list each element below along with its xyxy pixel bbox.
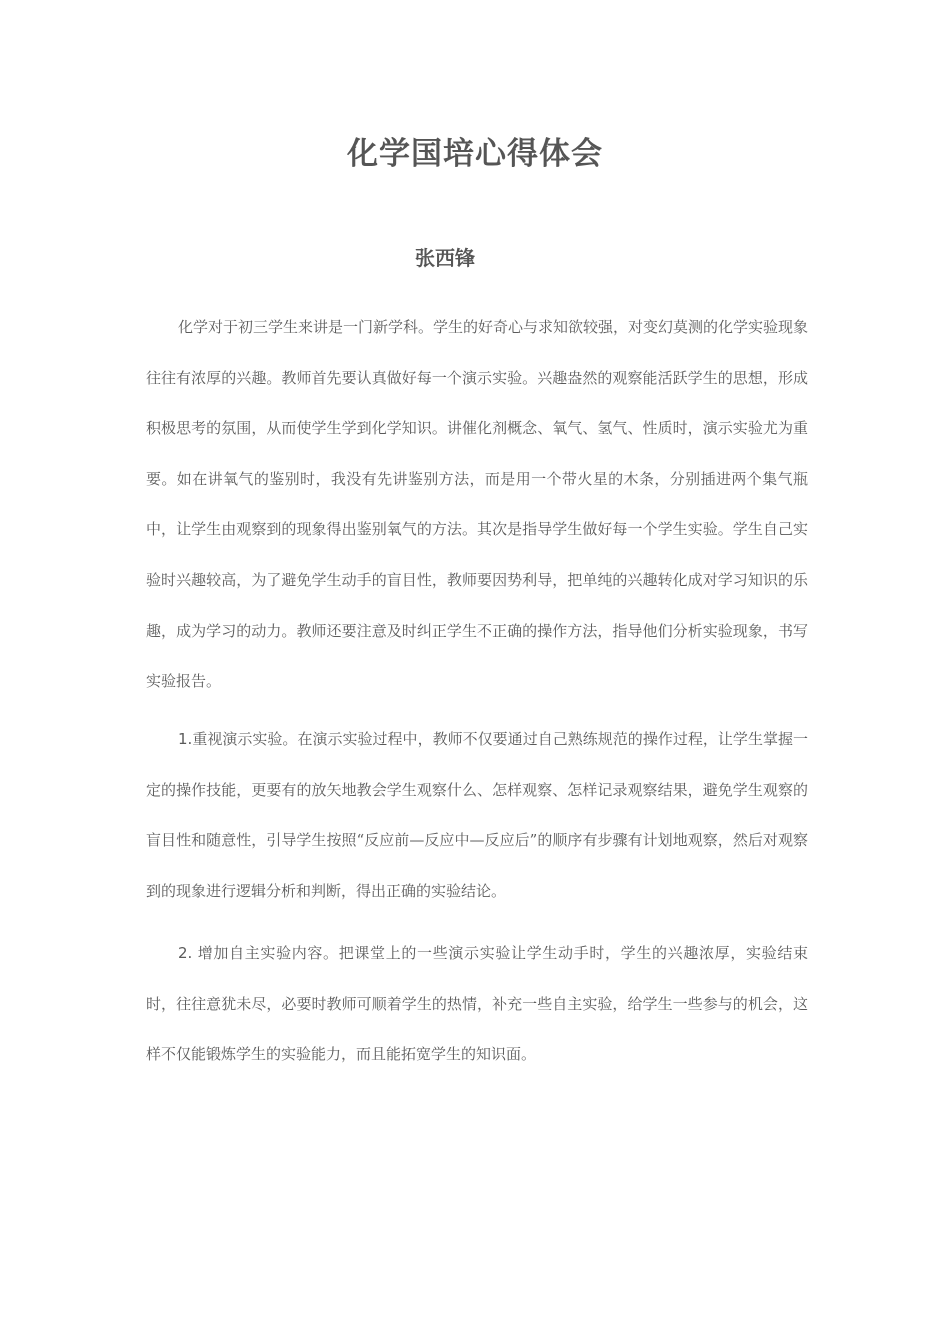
paragraph-point-2 — [146, 928, 808, 1080]
paragraph-intro — [146, 302, 808, 707]
page-title: 化学国培心得体会 — [347, 136, 603, 172]
paragraph-number: 2. — [178, 944, 193, 962]
paragraph-point-1 — [146, 714, 808, 916]
author-name: 张西锋 — [415, 246, 475, 270]
paragraph-number: 1. — [178, 730, 193, 748]
paragraph-text: 重视演示实验。在演示实验过程中，教师不仅要通过自己熟练规范的操作过程，让学生掌握一定的操作技能，更要有的放矢地教会学生观察什么、怎样观察、怎样记录观察结果，避免学生观察的盲目性和随意性，引导学生按照“反应前—反应中—反应后”的顺序有步骤有计划地观察，然后对观察到的现象进行逻辑分析和判断，得出正确的实验结论。 — [146, 730, 808, 900]
paragraph-text: 化学对于初三学生来讲是一门新学科。学生的好奇心与求知欲较强，对变幻莫测的化学实验现象往往有浓厚的兴趣。教师首先要认真做好每一个演示实验。兴趣盎然的观察能活跃学生的思想，形成积极思考的氛围，从而使学生学到化学知识。讲催化剂概念、氧气、氢气、性质时，演示实验尤为重要。如在讲氧气的鉴别时，我没有先讲鉴别方法，而是用一个带火星的木条，分别插进两个集气瓶中，让学生由观察到的现象得出鉴别氧气的方法。其次是指导学生做好每一个学生实验。学生自己实验时兴趣较高，为了避免学生动手的盲目性，教师要因势利导，把单纯的兴趣转化成对学习知识的乐趣，成为学习的动力。教师还要注意及时纠正学生不正确的操作方法，指导他们分析实验现象，书写实验报告。 — [146, 318, 809, 691]
paragraph-text: 增加自主实验内容。把课堂上的一些演示实验让学生动手时，学生的兴趣浓厚，实验结束时，往往意犹未尽，必要时教师可顺着学生的热情，补充一些自主实验，给学生一些参与的机会，这样不仅能锻炼学生的实验能力，而且能拓宽学生的知识面。 — [146, 944, 808, 1064]
